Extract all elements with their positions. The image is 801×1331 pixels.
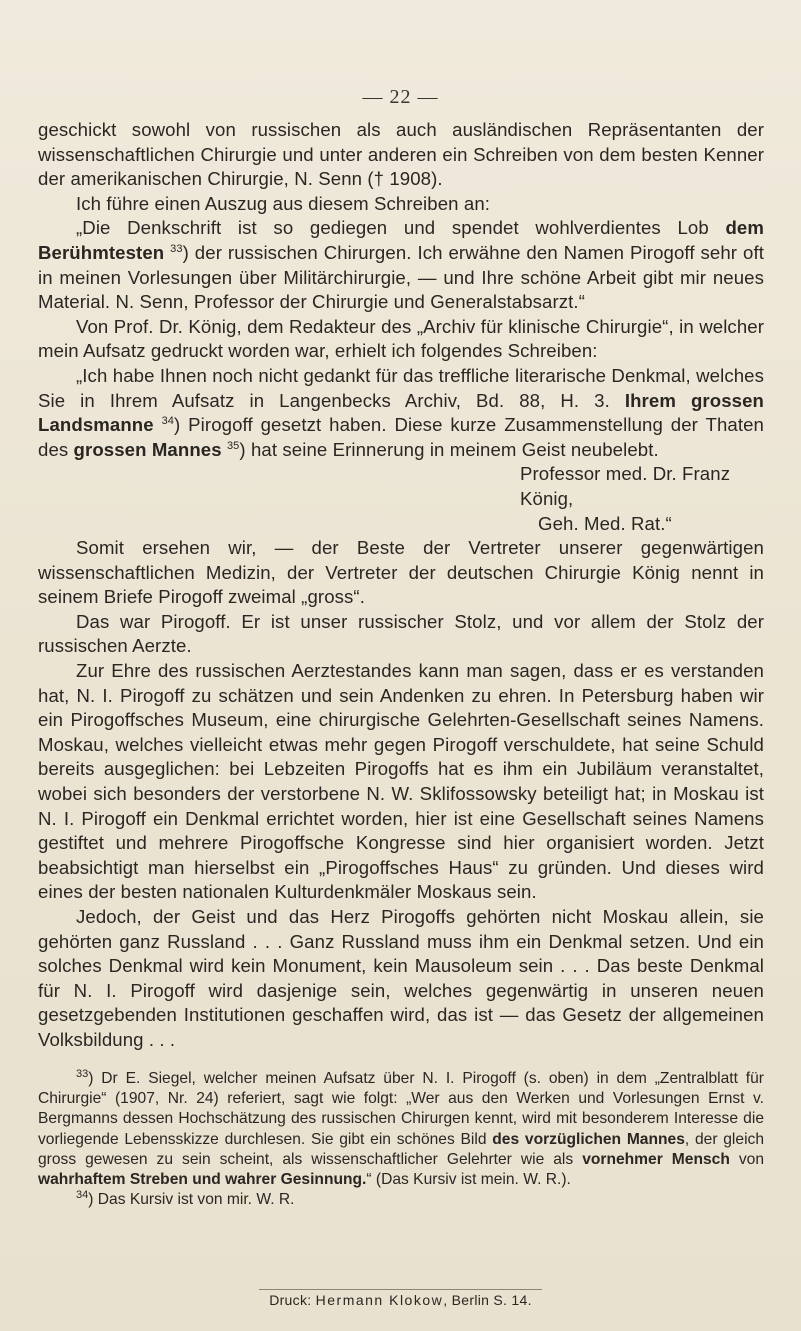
paragraph-koenig-intro: Von Prof. Dr. König, dem Redakteur des „Archiv für klinische Chirurgie“, in welcher mein Aufsatz gedruckt worden war, erhielt ich folgendes Schreiben: xyxy=(38,315,764,362)
footnote-34 xyxy=(38,1190,764,1210)
emphasis-grossen-mannes: grossen Mannes xyxy=(73,438,222,460)
printer-suffix: , Berlin S. 14. xyxy=(443,1292,532,1308)
signature-line-1: Professor med. Dr. Franz König, xyxy=(520,463,731,509)
paragraph-somit: Somit ersehen wir, — der Beste der Vertreter unserer gegenwärtigen wissenschaftlichen Medizin, der Vertreter der deutschen Chirurgie König nennt in seinem Briefe Pirogoff zweimal „gross“. xyxy=(38,537,764,608)
footnote-marker-33: 33 xyxy=(76,1067,89,1080)
page-number: — 22 — xyxy=(362,86,439,108)
footnotes xyxy=(38,1069,764,1210)
emphasis-beruehmtesten: dem Berühmtesten xyxy=(38,217,764,263)
paragraph-jedoch: Jedoch, der Geist und das Herz Pirogoffs gehörten nicht Moskau allein, sie gehörten ganz Russland . . . Ganz Russland muss ihm ein Denkmal setzen. Und ein solches Denkmal wird kein Monument, kein Mausoleum sein . . . Das beste Denkmal für N. I. Pirogoff wird dasjenige sein, welches gegenwärtig in unseren neuen gesetzgebenden Institutionen geschaffen wird, das ist — das Gesetz der allgemeinen Volksbildung . . . xyxy=(38,906,764,1050)
printer-imprint xyxy=(0,1289,801,1308)
footnote-33-emphasis-1: des vorzüglichen Mannes xyxy=(492,1130,685,1148)
footnote-33-middle-2: von xyxy=(729,1150,764,1168)
footnote-33-emphasis-3: wahrhaftem Streben und wahrer Gesinnung. xyxy=(38,1171,367,1189)
footnote-33-middle: , der gleich gross gewesen zu sein scheint, als wissenschaftlicher Gelehrter wie als xyxy=(38,1130,764,1168)
paragraph-1: geschickt sowohl von russischen als auch ausländischen Repräsentanten der wissenschaftlichen Chirurgie und unter anderen ein Schreiben von dem besten Kenner der amerikanischen Chirurgie, N. Senn († 1908). xyxy=(38,119,764,190)
footnote-33-end: “ (Das Kursiv ist mein. W. R.). xyxy=(366,1171,571,1189)
paragraph-koenig-quote xyxy=(38,364,764,462)
paragraph-2: Ich führe einen Auszug aus diesem Schreiben an: xyxy=(76,192,491,214)
footnote-34-text: ) Das Kursiv ist von mir. W. R. xyxy=(88,1191,295,1209)
koenig-quote-start: „Ich habe Ihnen noch nicht gedankt für das treffliche literarische Denkmal, welches Sie in Ihrem Aufsatz in Langenbecks Archiv, Bd. 88, H. 3. xyxy=(38,364,764,411)
paragraph-zur-ehre: Zur Ehre des russischen Aerztestandes kann man sagen, dass er es verstanden hat, N. I. Pirogoff zu schätzen und sein Andenken zu ehren. In Petersburg haben wir ein Pirogoffsches Museum, eine chirurgische Gelehrten-Gesellschaft seines Namens. Moskau, welches vielleicht etwas mehr gegen Pirogoff verschuldete, hat seine Schuld bereits ausgeglichen: bei Lebzeiten Pirogoffs hat es ihm ein Jubiläum veranstaltet, wobei sich besonders der verstorbene N. W. Sklifossowsky beteiligt hat; in Moskau ist N. I. Pirogoff ein Denkmal errichtet worden, hier ist eine Gesellschaft seines Namens gestiftet und mehrere Pirogoffsche Kongresse sind hier organisiert worden. Jetzt beabsichtigt man hierselbst ein „Pirogoffsches Haus“ zu gründen. Und dieses wird eines der besten nationalen Kulturdenkmäler Moskaus sein. xyxy=(38,660,764,903)
footnote-33-emphasis-2: vornehmer Mensch xyxy=(582,1150,730,1168)
signature-line-2: Geh. Med. Rat.“ xyxy=(538,512,672,534)
footnote-ref-33: 33 xyxy=(170,242,183,255)
koenig-quote-end: ) hat seine Erinnerung in meinem Geist neubelebt. xyxy=(239,438,659,460)
emphasis-landsmanne: Ihrem grossen Landsmanne xyxy=(38,389,764,436)
footnote-marker-34: 34 xyxy=(76,1189,89,1202)
printer-imprint-line xyxy=(259,1289,542,1308)
footnote-ref-35: 35 xyxy=(226,439,240,452)
koenig-quote-middle: ) Pirogoff gesetzt haben. Diese kurze Zusammenstellung der Thaten des xyxy=(38,414,764,460)
main-text xyxy=(38,118,764,1053)
senn-quote-start: „Die Denkschrift ist so gediegen und spendet wohlverdientes Lob xyxy=(76,217,726,239)
paragraph-pirogoff-stolz: Das war Pirogoff. Er ist unser russischer Stolz, und vor allem der Stolz der russischen Aerzte. xyxy=(38,610,764,657)
footnote-33-start: ) Dr E. Siegel, welcher meinen Aufsatz über N. I. Pirogoff (s. oben) in dem „Zentralblatt für Chirurgie“ (1907, Nr. 24) referiert, sagt wie folgt: „Wer aus den Werken und Vorlesungen Ernst v. Bergmanns dessen Hochschätzung des russischen Chirurgen kennt, wird mit besonderem Interesse die vorliegende Lebensskizze durchlesen. Sie gibt ein schönes Bild xyxy=(38,1070,764,1148)
footnote-ref-34: 34 xyxy=(161,414,175,427)
printer-name: Hermann Klokow xyxy=(315,1292,444,1308)
footnote-33 xyxy=(38,1069,764,1190)
senn-quote-end: ) der russischen Chirurgen. Ich erwähne den Namen Pirogoff sehr oft in meinen Vorlesungen über Militärchirurgie, — und Ihre schöne Arbeit gibt mir neues Material. N. Senn, Professor der Chirurgie und Generalstabsarzt.“ xyxy=(38,241,764,313)
paragraph-senn-quote xyxy=(38,216,764,314)
printer-prefix: Druck: xyxy=(269,1292,316,1308)
